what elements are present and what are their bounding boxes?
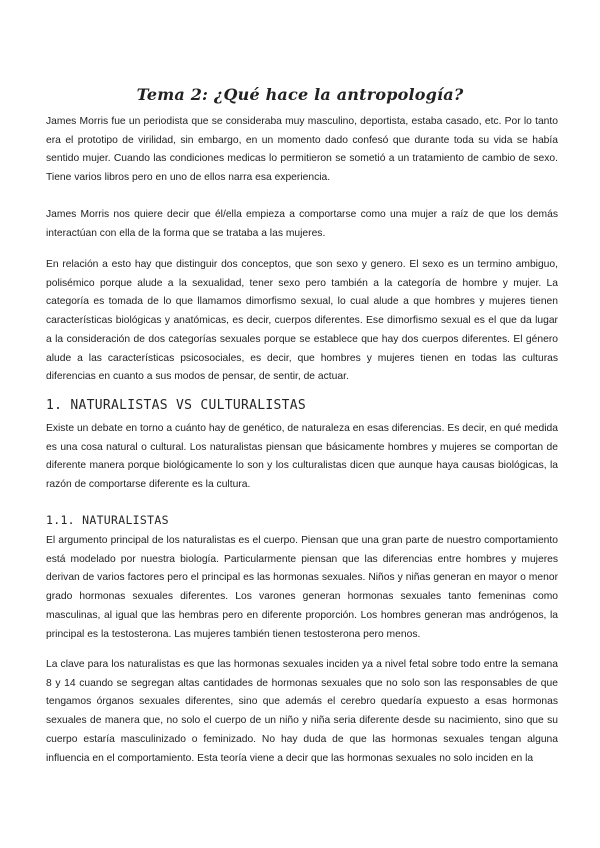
subsection-heading-naturalistas: 1.1. NATURALISTAS — [46, 513, 169, 527]
subsection-paragraph-1: El argumento principal de los naturalistas es el cuerpo. Piensan que una gran parte de nuestro comportamiento está modelado por nuestra biología. Particularmente piensan que las diferencias entre hombres y mujeres derivan de varios factores pero el principal es las hormonas sexuales. Niños y niñas generan en mayor o menor grado hormonas sexuales diferentes. Los varones generan hormonas sexuales tanto femeninas como masculinas, al igual que las hembras pero en diferente proporción. Los hombres generan mas andrógenos, la principal es la testosterona. Las mujeres también tienen testosterona pero menos. — [46, 535, 558, 640]
intro-paragraph: James Morris fue un periodista que se consideraba muy masculino, deportista, estaba casado, etc. Por lo tanto era el prototipo de virilidad, sin embargo, en un momento dado confesó que durante toda su vida se había sentido mujer. Cuando las condiciones medicas lo permitieron se sometió a un tratamiento de cambio de sexo. Tiene varios libros pero en uno de ellos narra esa experiencia. — [46, 116, 558, 184]
section-1-paragraph: Existe un debate en torno a cuánto hay de genético, de naturaleza en esas diferencias. Es decir, en qué medida es una cosa natural o cultural. Los naturalistas piensan que básicamente hombres y mujeres se comportan de diferente manera porque biológicamente lo son y los culturalistas dicen que aunque haya causas biológicas, la razón de comportarse diferente es la cultura. — [46, 423, 558, 491]
subsection-paragraph-2: La clave para los naturalistas es que las hormonas sexuales inciden ya a nivel fetal sobre todo entre la semana 8 y 14 cuando se segregan altas cantidades de hormonas sexuales que no solo son las responsables de que tengamos órganos sexuales diferentes, sino que además el cerebro quedaría expuesto a esas hormonas sexuales de manera que, no solo el cuerpo de un niño y niña seria diferente desde su nacimiento, sino que su cuerpo estaría masculinizado o feminizado. No hay duda de que las hormonas sexuales tengan alguna influencia en el comportamiento. Esta teoría viene a decir que las hormonas sexuales no solo inciden en la — [46, 659, 558, 764]
section-heading-naturalistas-vs-culturalistas: 1. NATURALISTAS VS CULTURALISTAS — [46, 398, 307, 413]
paragraph-2: James Morris nos quiere decir que él/ella empieza a comportarse como una mujer a raíz de que los demás interactúan con ella de la forma que se trataba a las mujeres. — [46, 209, 558, 239]
paragraph-3: En relación a esto hay que distinguir dos conceptos, que son sexo y genero. El sexo es un termino ambiguo, polisémico porque alude a la sexualidad, tener sexo pero también a la categoría de hombre y mujer. La categoría es tomada de lo que llamamos dimorfismo sexual, lo cual alude a que hombres y mujeres tienen características biológicas y anatómicas, es decir, cuerpos diferentes. Ese dimorfismo sexual es el que da lugar a la consideración de dos categorías sexuales porque se establece que hay dos cuerpos diferentes. El género alude a las características psicosociales, es decir, que hombres y mujeres tienen en todas las culturas diferencias en cuanto a sus modos de pensar, de sentir, de actuar. — [46, 259, 558, 383]
page-title: Tema 2: ¿Qué hace la antropología? — [136, 84, 464, 104]
